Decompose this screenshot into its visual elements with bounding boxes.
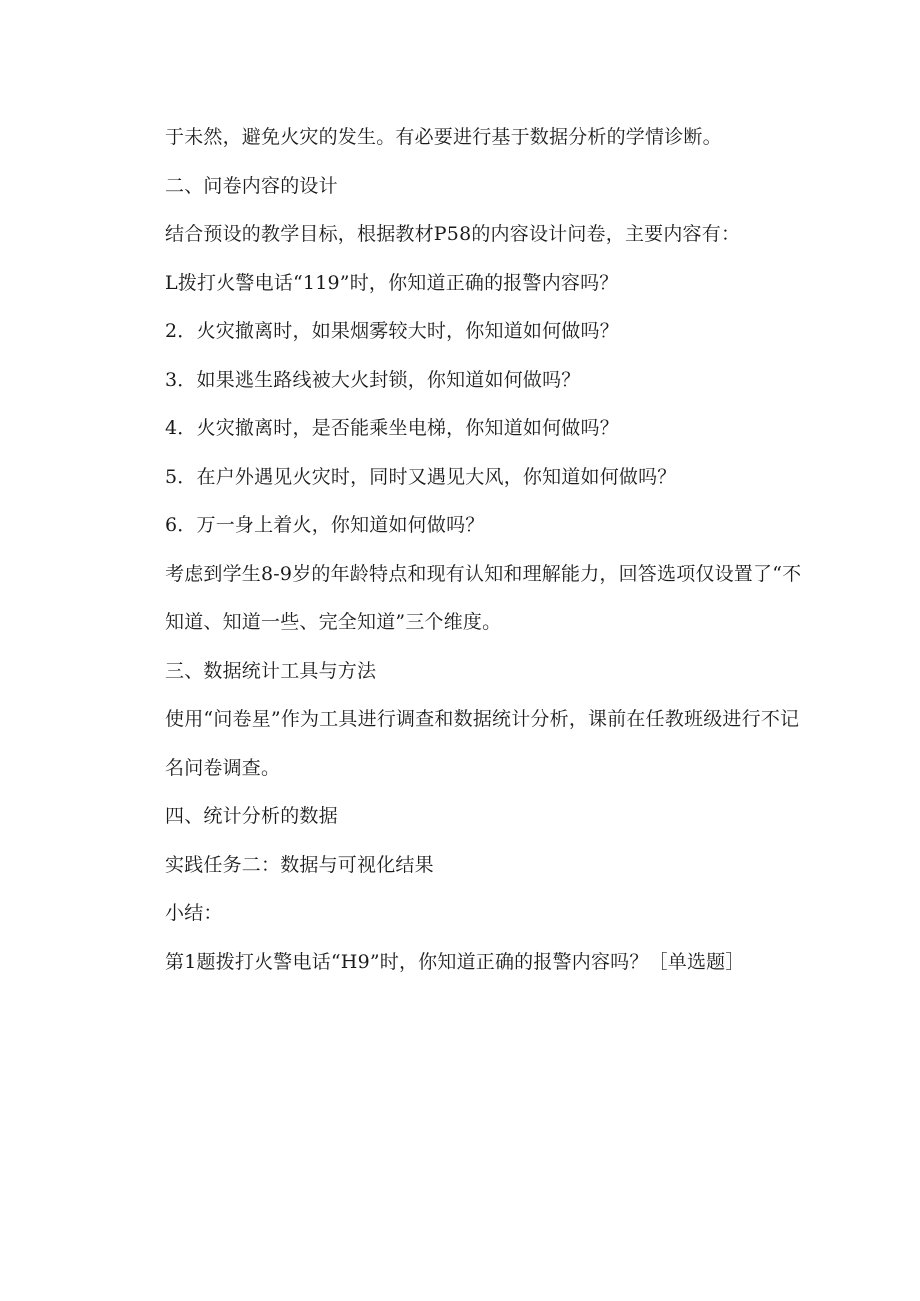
question-1-single-choice: 第1题拨打火警电话“H9”时，你知道正确的报警内容吗？［单选题］ <box>165 950 745 973</box>
question-item-6: 6．万一身上着火，你知道如何做吗？ <box>165 514 485 536</box>
paragraph-tools-line-2: 名问卷调查。 <box>165 756 281 779</box>
question-item-1: L拨打火警电话“119”时，你知道正确的报警内容吗？ <box>165 271 619 294</box>
section-heading-statistical-data: 四、统计分析的数据 <box>165 805 338 827</box>
paragraph-questionnaire-basis: 结合预设的教学目标，根据教材P58的内容设计问卷，主要内容有： <box>165 223 741 245</box>
question-item-5: 5．在户外遇见火灾时，同时又遇见大风，你知道如何做吗？ <box>165 465 677 488</box>
section-heading-questionnaire-design: 二、问卷内容的设计 <box>165 174 338 197</box>
section-heading-statistics-tools: 三、数据统计工具与方法 <box>165 659 377 682</box>
paragraph-answer-options-line-1: 考虑到学生8-9岁的年龄特点和现有认知和理解能力，回答选项仅设置了“不 <box>165 562 802 585</box>
subheading-practice-task-2: 实践任务二：数据与可视化结果 <box>165 853 434 876</box>
document-body <box>165 113 865 986</box>
paragraph-intro-continued: 于未然，避免火灾的发生。有必要进行基于数据分析的学情诊断。 <box>165 126 722 148</box>
subheading-summary: 小结： <box>165 902 223 924</box>
question-item-4: 4．火灾撤离时，是否能乘坐电梯，你知道如何做吗？ <box>165 417 619 439</box>
question-item-3: 3．如果逃生路线被大火封锁，你知道如何做吗？ <box>165 368 581 391</box>
paragraph-answer-options-line-2: 知道、知道一些、完全知道”三个维度。 <box>165 611 502 633</box>
question-item-2: 2．火灾撤离时，如果烟雾较大时，你知道如何做吗？ <box>165 320 619 342</box>
paragraph-tools-line-1: 使用“问卷星”作为工具进行调查和数据统计分析，课前在任教班级进行不记 <box>165 708 800 730</box>
